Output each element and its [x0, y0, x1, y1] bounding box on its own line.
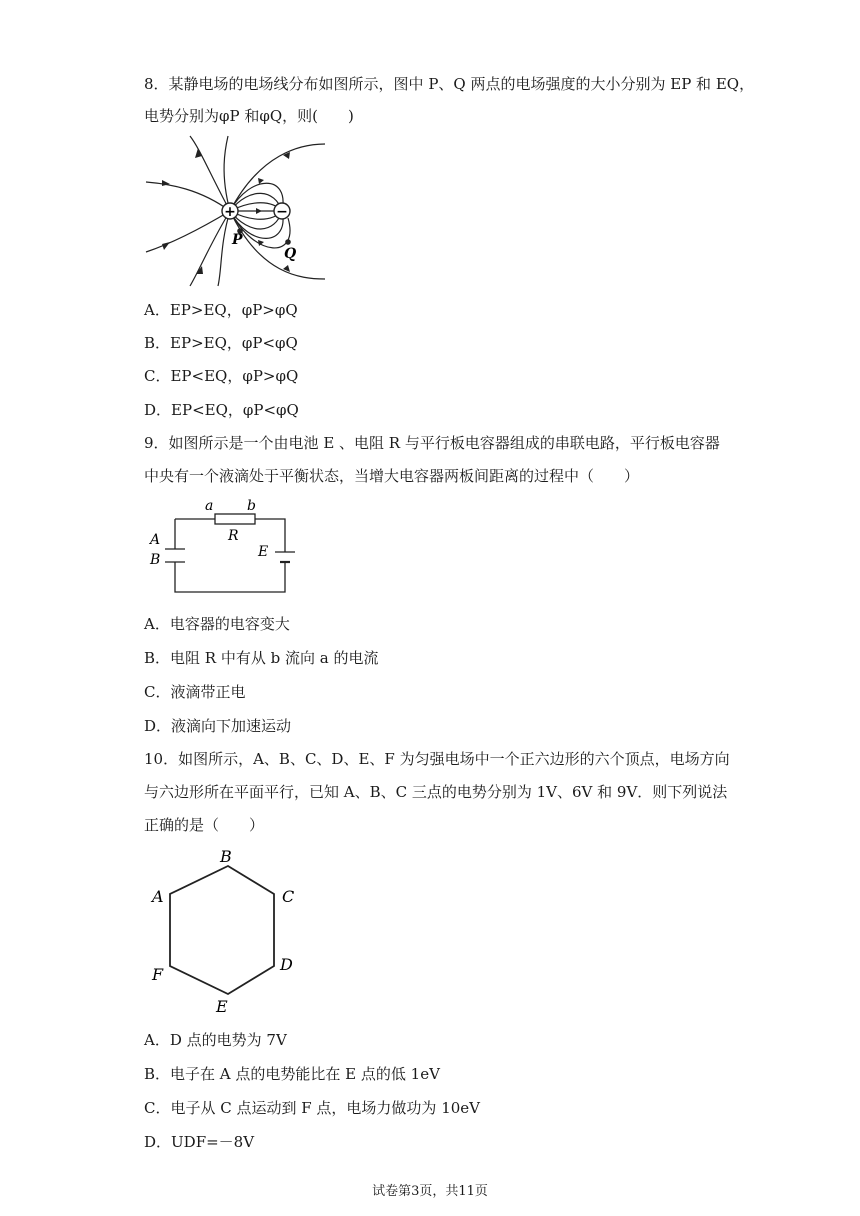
- q10-stem-line-3: 正确的是（ ）: [144, 816, 265, 834]
- q10-option-b: B．电子在 A 点的电势能比在 E 点的低 1eV: [144, 1065, 440, 1083]
- plus-charge-label: +: [224, 204, 236, 220]
- vertex-a-label: A: [152, 887, 164, 906]
- q8-option-c: C．EP<EQ，φP>φQ: [144, 367, 299, 385]
- vertex-e-label: E: [216, 997, 228, 1016]
- q8-option-b: B．EP>EQ，φP<φQ: [144, 334, 298, 352]
- q10-option-d: D．UDF=－8V: [144, 1133, 255, 1151]
- q10-hexagon-figure: [140, 842, 320, 1022]
- vertex-f-label: F: [152, 965, 164, 984]
- q10-stem-line-1: 10．如图所示，A、B、C、D、E、F 为匀强电场中一个正六边形的六个顶点，电场方向: [144, 750, 730, 768]
- page-footer: 试卷第3页，共11页: [372, 1184, 488, 1199]
- q10-option-c: C．电子从 C 点运动到 F 点，电场力做功为 10eV: [144, 1099, 481, 1117]
- q8-stem-line-2: 电势分别为φP 和φQ，则( ): [144, 107, 354, 125]
- plate-a-label: A: [150, 532, 161, 548]
- terminal-a-label: a: [205, 498, 214, 514]
- battery-e-label: E: [258, 544, 269, 560]
- vertex-c-label: C: [282, 887, 295, 906]
- vertex-b-label: B: [220, 847, 232, 866]
- point-p-label: P: [232, 232, 243, 248]
- q9-option-b: B．电阻 R 中有从 b 流向 a 的电流: [144, 649, 379, 667]
- vertex-d-label: D: [280, 955, 293, 974]
- terminal-b-label: b: [247, 498, 256, 514]
- plate-b-label: B: [150, 552, 161, 568]
- q9-option-c: C．液滴带正电: [144, 683, 246, 701]
- minus-charge-label: −: [276, 204, 288, 220]
- q8-field-lines-figure: [140, 134, 330, 288]
- q9-option-a: A．电容器的电容变大: [144, 615, 290, 633]
- resistor-r-label: R: [228, 528, 239, 544]
- q10-option-a: A．D 点的电势为 7V: [144, 1031, 287, 1049]
- q9-stem-line-2: 中央有一个液滴处于平衡状态，当增大电容器两板间距离的过程中（ ）: [144, 467, 640, 485]
- q8-option-d: D．EP<EQ，φP<φQ: [144, 401, 299, 419]
- point-q-label: Q: [284, 246, 297, 262]
- q8-option-a: A．EP>EQ，φP>φQ: [144, 301, 298, 319]
- q9-stem-line-1: 9．如图所示是一个由电池 E 、电阻 R 与平行板电容器组成的串联电路，平行板电容器: [144, 434, 720, 452]
- q9-option-d: D．液滴向下加速运动: [144, 717, 292, 735]
- q9-circuit-figure: [140, 494, 310, 600]
- q10-stem-line-2: 与六边形所在平面平行，已知 A、B、C 三点的电势分别为 1V、6V 和 9V．则下列说法: [144, 783, 728, 801]
- q8-stem-line-1: 8．某静电场的电场线分布如图所示，图中 P、Q 两点的电场强度的大小分别为 EP 和 EQ，: [144, 75, 755, 93]
